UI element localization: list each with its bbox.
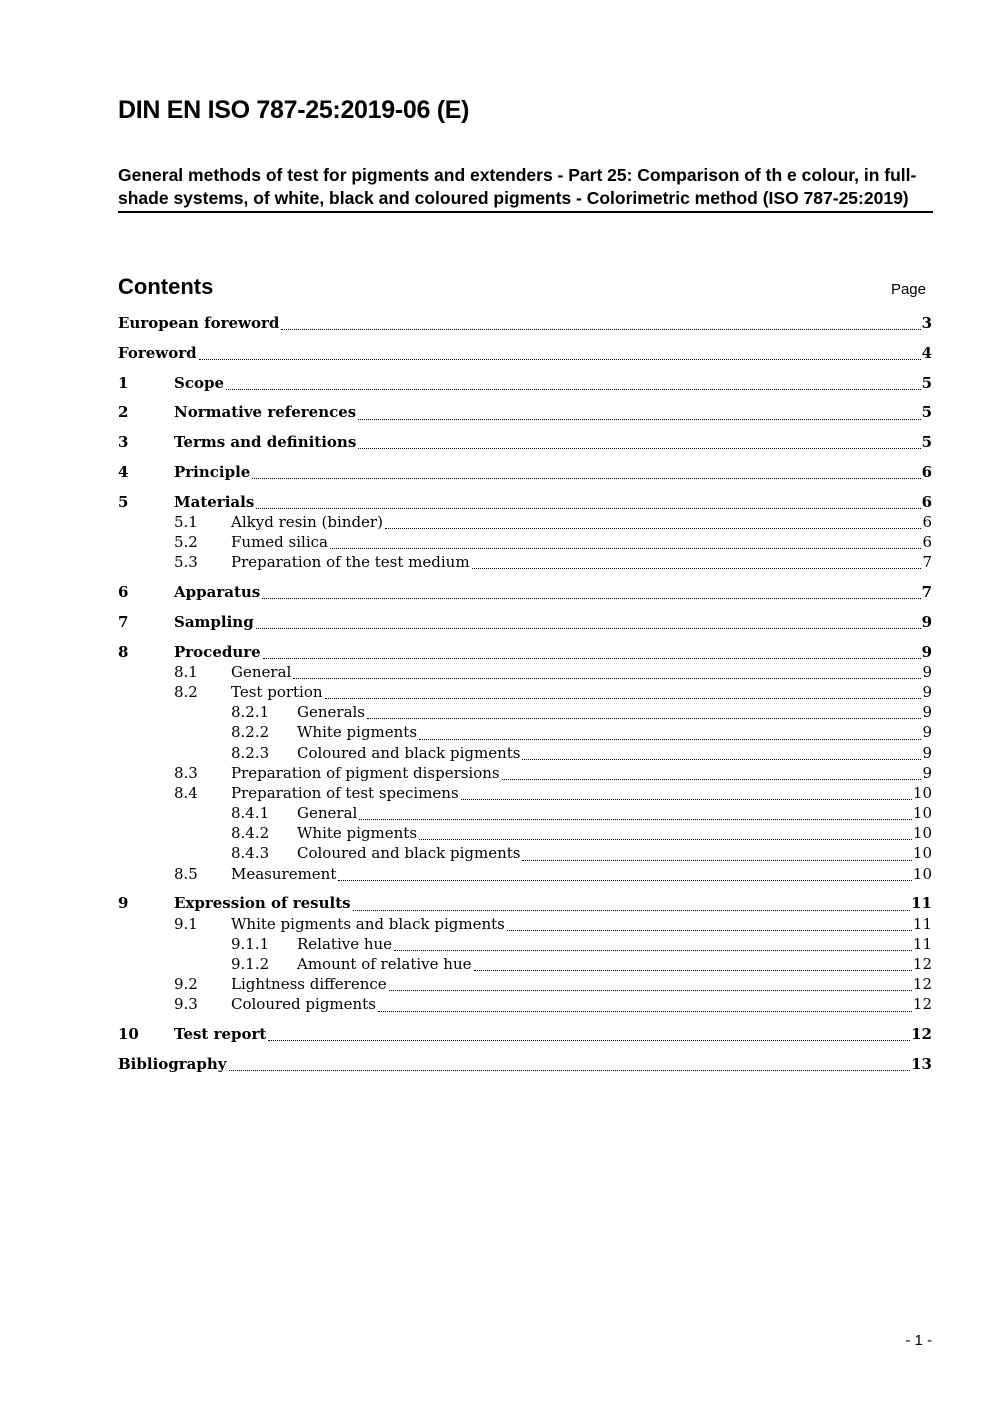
- toc-entry-title: Preparation of pigment dispersions: [231, 763, 500, 782]
- toc-entry[interactable]: [118, 975, 932, 995]
- dot-leader: [474, 969, 912, 971]
- dot-leader: [256, 627, 921, 629]
- toc-entry-number: 10: [118, 1025, 139, 1044]
- toc-entry-page: 9: [922, 763, 932, 782]
- toc-entry[interactable]: [118, 804, 932, 824]
- toc-entry[interactable]: [118, 493, 932, 513]
- dot-leader: [358, 418, 920, 420]
- toc-entry-page: 9: [922, 743, 932, 762]
- toc-entry[interactable]: [118, 915, 932, 935]
- toc-entry-page: 3: [921, 314, 932, 332]
- toc-entry[interactable]: [118, 894, 932, 914]
- toc-entry-title: Materials: [174, 492, 255, 511]
- toc-entry-number: 5.2: [174, 533, 198, 552]
- toc-entry-number: 8.4.1: [231, 804, 270, 823]
- toc-entry-number: 8.4.3: [231, 844, 270, 863]
- toc-entry[interactable]: [118, 374, 932, 394]
- contents-heading: Contents: [118, 274, 214, 299]
- toc-entry-title: Measurement: [231, 864, 337, 883]
- toc-entry[interactable]: [118, 955, 932, 975]
- dot-leader: [378, 1010, 912, 1012]
- toc-entry-number: 9.3: [174, 995, 198, 1014]
- toc-entry-page: 6: [921, 492, 932, 511]
- dot-leader: [507, 929, 912, 931]
- dot-leader: [461, 798, 912, 800]
- toc-entry[interactable]: [118, 935, 932, 955]
- toc-entry-number: 7: [118, 612, 129, 631]
- toc-entry-number: 9.1.2: [231, 955, 270, 973]
- toc-entry-page: 11: [912, 914, 932, 933]
- toc-entry-page: 12: [912, 955, 932, 973]
- toc-entry-number: 4: [118, 462, 129, 481]
- toc-entry[interactable]: [118, 1055, 932, 1075]
- dot-leader: [394, 949, 912, 951]
- toc-entry-page: 13: [911, 1054, 932, 1073]
- toc-entry[interactable]: [118, 513, 932, 533]
- dot-leader: [502, 778, 922, 780]
- dot-leader: [256, 507, 920, 509]
- dot-leader: [367, 717, 921, 719]
- toc-entry-title: Amount of relative hue: [297, 955, 472, 973]
- toc-entry-title: Coloured pigments: [231, 995, 376, 1014]
- toc-entry-title: Terms and definitions: [174, 433, 357, 452]
- toc-entry-page: 6: [921, 462, 932, 481]
- toc-entry-page: 9: [922, 723, 932, 742]
- dot-leader: [338, 879, 912, 881]
- toc-entry-number: 8.2.2: [231, 723, 270, 742]
- dot-leader: [353, 909, 911, 911]
- toc-entry-title: Test report: [174, 1025, 267, 1044]
- toc-entry-page: 11: [912, 934, 932, 953]
- toc-entry[interactable]: [118, 533, 932, 553]
- toc-entry[interactable]: [118, 723, 932, 743]
- toc-entry-number: 2: [118, 403, 129, 422]
- dot-leader: [385, 527, 922, 529]
- toc-entry-page: 7: [922, 553, 932, 572]
- toc-entry-page: 5: [921, 433, 932, 452]
- page-column-label: Page: [890, 281, 926, 298]
- toc-entry-page: 11: [911, 894, 932, 913]
- dot-leader: [330, 547, 921, 549]
- dot-leader: [522, 758, 921, 760]
- toc-entry-number: 9.2: [174, 975, 198, 994]
- dot-leader: [419, 838, 912, 840]
- toc-entry[interactable]: [118, 865, 932, 885]
- toc-entry-number: 1: [118, 373, 129, 392]
- toc-entry-page: 9: [922, 682, 932, 701]
- toc-entry-page: 10: [912, 804, 932, 823]
- toc-entry-page: 6: [922, 533, 932, 552]
- toc-entry-title: White pigments and black pigments: [231, 914, 505, 933]
- toc-entry-title: Normative references: [174, 403, 357, 422]
- toc-entry-title: Generals: [297, 703, 366, 722]
- toc-entry-page: 10: [912, 844, 932, 863]
- dot-leader: [389, 989, 912, 991]
- toc-entry-page: 9: [922, 662, 932, 681]
- toc-entry[interactable]: [118, 463, 932, 483]
- toc-entry-number: 9.1.1: [231, 934, 270, 953]
- toc-entry-number: 5: [118, 492, 129, 511]
- toc-entry-page: 7: [921, 583, 932, 602]
- toc-entry-number: 8: [118, 642, 129, 661]
- dot-leader: [229, 1069, 911, 1071]
- dot-leader: [199, 358, 921, 360]
- toc-entry-title: Bibliography: [118, 1054, 227, 1073]
- toc-entry[interactable]: [118, 553, 932, 573]
- toc-entry-number: 8.1: [174, 662, 198, 681]
- toc-entry-page: 10: [912, 864, 932, 883]
- toc-entry-page: 9: [921, 612, 932, 631]
- toc-entry[interactable]: [118, 1025, 932, 1045]
- toc-entry-page: 6: [922, 512, 932, 531]
- toc-entry-number: 5.1: [174, 512, 198, 531]
- toc-entry-title: Scope: [174, 373, 225, 392]
- toc-entry-title: Sampling: [174, 612, 254, 631]
- toc-entry-title: Relative hue: [297, 934, 393, 953]
- page-number: - 1 -: [905, 1332, 932, 1349]
- dot-leader: [325, 697, 922, 699]
- dot-leader: [472, 567, 922, 569]
- dot-leader: [268, 1039, 910, 1041]
- toc-entry-title: Principle: [174, 462, 251, 481]
- toc-entry-title: Procedure: [174, 642, 261, 661]
- table-of-contents: [118, 314, 932, 1075]
- dot-leader: [263, 657, 921, 659]
- toc-entry-title: Alkyd resin (binder): [231, 512, 383, 531]
- toc-entry-page: 12: [912, 975, 932, 994]
- toc-entry-number: 8.2.3: [231, 743, 270, 762]
- dot-leader: [522, 859, 911, 861]
- toc-entry[interactable]: [118, 764, 932, 784]
- toc-entry[interactable]: [118, 663, 932, 683]
- toc-entry-page: 5: [921, 373, 932, 392]
- toc-entry-page: 5: [921, 403, 932, 422]
- toc-entry[interactable]: [118, 784, 932, 804]
- toc-entry-number: 8.5: [174, 864, 198, 883]
- toc-entry[interactable]: [118, 344, 932, 364]
- toc-entry-page: 4: [921, 343, 932, 362]
- toc-entry-page: 12: [912, 995, 932, 1014]
- toc-entry[interactable]: [118, 744, 932, 764]
- toc-entry[interactable]: [118, 683, 932, 703]
- toc-entry-title: White pigments: [297, 723, 418, 742]
- toc-entry-number: 8.3: [174, 763, 198, 782]
- toc-entry-title: Fumed silica: [231, 533, 328, 552]
- toc-entry-number: 5.3: [174, 553, 198, 572]
- dot-leader: [419, 738, 921, 740]
- toc-entry-title: Test portion: [231, 682, 323, 701]
- toc-entry-title: Coloured and black pigments: [297, 844, 521, 863]
- toc-entry[interactable]: [118, 844, 932, 864]
- toc-entry[interactable]: [118, 613, 932, 633]
- dot-leader: [293, 677, 921, 679]
- toc-entry-page: 10: [912, 783, 932, 802]
- dot-leader: [359, 818, 912, 820]
- toc-entry[interactable]: [118, 824, 932, 844]
- document-subtitle: General methods of test for pigments and extenders - Part 25: Comparison of th e colour, in full-shade systems, of white, black and coloured pigments - Colorimetric method (ISO 787-25:2019): [118, 164, 933, 213]
- toc-entry-title: Lightness difference: [231, 975, 387, 994]
- toc-entry-page: 9: [921, 642, 932, 661]
- document-title: DIN EN ISO 787-25:2019-06 (E): [118, 96, 470, 124]
- toc-entry-title: Preparation of test specimens: [231, 783, 459, 802]
- toc-entry-title: Expression of results: [174, 894, 351, 913]
- toc-entry-title: Preparation of the test medium: [231, 553, 470, 572]
- toc-entry-number: 3: [118, 433, 129, 452]
- toc-entry-title: White pigments: [297, 824, 418, 843]
- toc-entry-page: 12: [911, 1025, 932, 1044]
- dot-leader: [262, 597, 920, 599]
- toc-entry-page: 9: [922, 703, 932, 722]
- toc-entry[interactable]: [118, 643, 932, 663]
- toc-entry-title: Coloured and black pigments: [297, 743, 521, 762]
- toc-entry-page: 10: [912, 824, 932, 843]
- toc-entry-title: Apparatus: [174, 583, 261, 602]
- toc-entry-number: 8.4.2: [231, 824, 270, 843]
- dot-leader: [358, 447, 920, 449]
- toc-entry[interactable]: [118, 314, 932, 334]
- toc-entry-number: 9: [118, 894, 129, 913]
- toc-entry[interactable]: [118, 403, 932, 423]
- dot-leader: [281, 328, 920, 330]
- toc-entry[interactable]: [118, 703, 932, 723]
- toc-entry-number: 8.2.1: [231, 703, 270, 722]
- dot-leader: [226, 388, 921, 390]
- toc-entry-title: Foreword: [118, 343, 197, 362]
- toc-entry[interactable]: [118, 995, 932, 1015]
- toc-entry-title: European foreword: [118, 314, 280, 332]
- toc-entry[interactable]: [118, 433, 932, 453]
- toc-entry-number: 8.2: [174, 682, 198, 701]
- dot-leader: [252, 477, 920, 479]
- toc-entry-title: General: [297, 804, 358, 823]
- toc-entry-title: General: [231, 662, 292, 681]
- toc-entry-number: 6: [118, 583, 129, 602]
- toc-entry-number: 9.1: [174, 914, 198, 933]
- toc-entry[interactable]: [118, 583, 932, 603]
- toc-entry-number: 8.4: [174, 783, 198, 802]
